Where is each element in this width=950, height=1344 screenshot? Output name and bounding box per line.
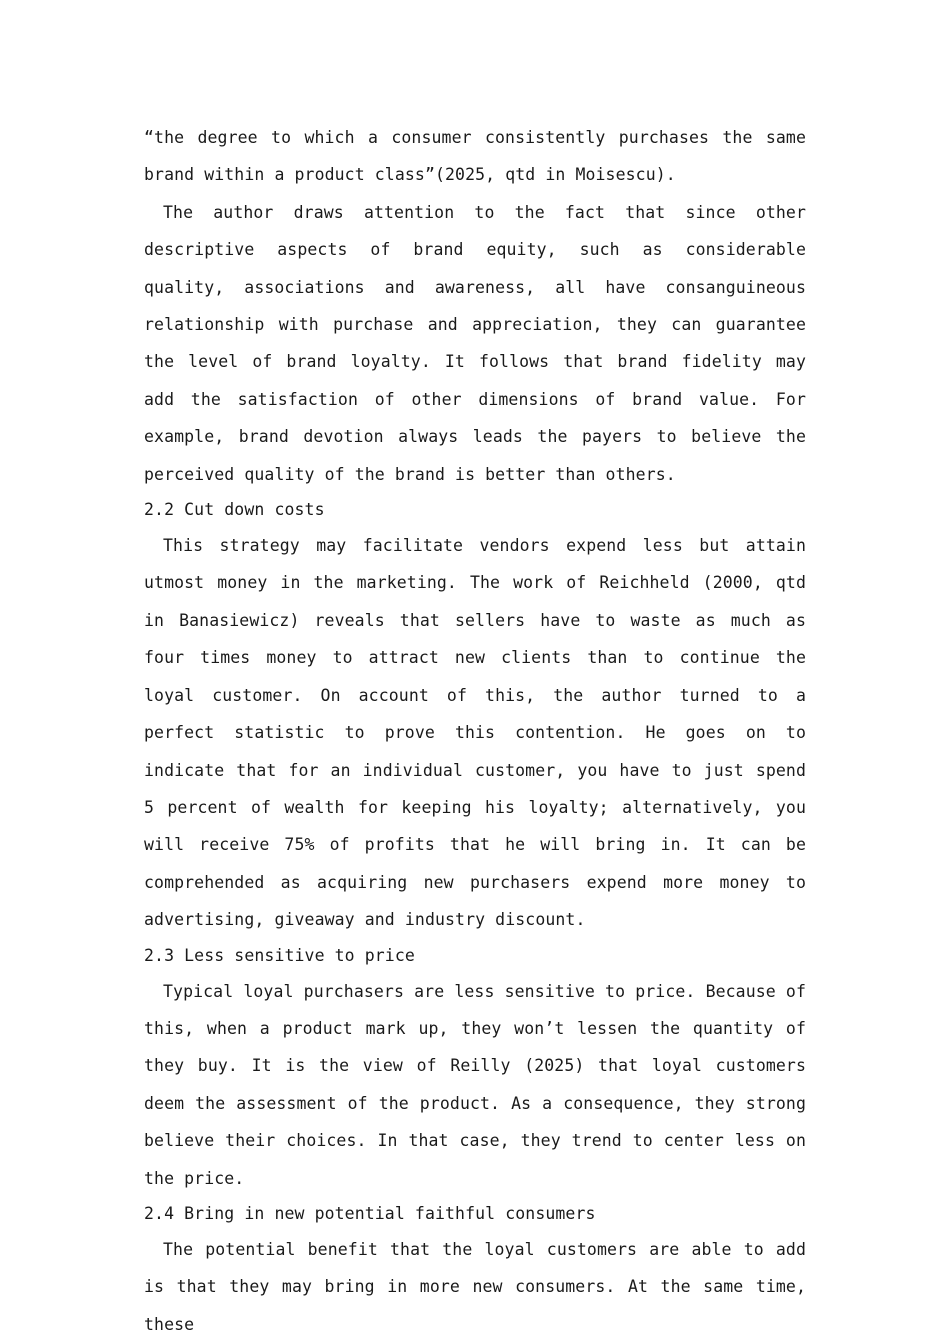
cut-costs-paragraph: This strategy may facilitate vendors expend less but attain utmost money in the marketing. The work of Reichheld (2000, qtd in Banasiewicz) reveals that sellers have to waste as much as four times money to attract new clients than to continue the loyal customer. On account of this, the author turned to a perfect statistic to prove this contention. He goes on to indicate that for an individual customer, you have to just spend 5 percent of wealth for keeping his loyalty; alternatively, you will receive 75% of profits that he will bring in. It can be comprehended as acquiring new purchasers expend more money to advertising, giveaway and industry discount. [144, 536, 806, 930]
price-sensitivity-paragraph: Typical loyal purchasers are less sensitive to price. Because of this, when a product mark up, they won’t lessen the quantity of they buy. It is the view of Reilly (2025) that loyal customers deem the assessment of the product. As a consequence, they strong believe their choices. In that case, they trend to center less on the price. [144, 981, 806, 1188]
quote-paragraph: “the degree to which a consumer consistently purchases the same brand within a product class”(2025, qtd in Moisescu). [144, 128, 806, 185]
document-page [144, 119, 806, 1343]
section-heading-2-2: 2.2 Cut down costs [144, 500, 325, 520]
brand-equity-paragraph: The author draws attention to the fact that since other descriptive aspects of brand equity, such as considerable quality, associations and awareness, all have consanguineous relationship with purchase and appreciation, they can guarantee the level of brand loyalty. It follows that brand fidelity may add the satisfaction of other dimensions of brand value. For example, brand devotion always leads the payers to believe the perceived quality of the brand is better than others. [144, 202, 806, 484]
section-heading-2-3: 2.3 Less sensitive to price [144, 945, 415, 965]
section-heading-2-4: 2.4 Bring in new potential faithful consumers [144, 1203, 596, 1223]
new-consumers-paragraph: The potential benefit that the loyal customers are able to add is that they may bring in more new consumers. At the same time, these [144, 1239, 806, 1334]
